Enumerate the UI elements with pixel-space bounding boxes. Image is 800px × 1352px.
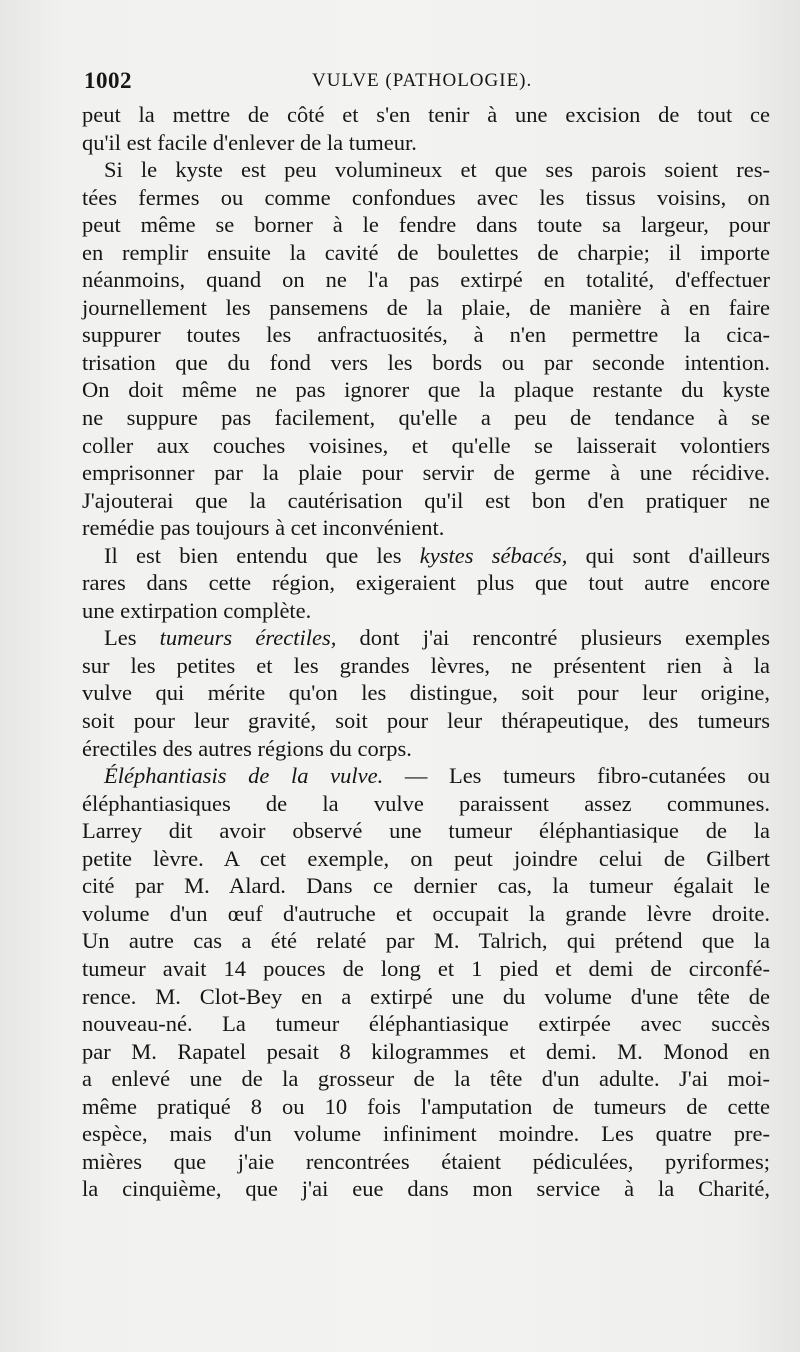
text-line	[82, 349, 770, 377]
line-text: emprisonner par la plaie pour servir de germe à une récidive.	[82, 460, 770, 486]
text-line	[82, 707, 770, 735]
italic-term: tumeurs érectiles,	[159, 625, 337, 651]
line-text: Un autre cas a été relaté par M. Talrich, qui prétend que la	[82, 928, 770, 954]
text-line	[82, 790, 770, 818]
line-text: Larrey dit avoir observé une tumeur éléphantiasique de la	[82, 818, 770, 844]
line-text: remédie pas toujours à cet inconvénient.	[82, 515, 445, 541]
line-text: qu'il est facile d'enlever de la tumeur.	[82, 129, 417, 155]
line-text: ne suppure pas facilement, qu'elle a peu de tendance à se	[82, 405, 770, 431]
text-line	[82, 1010, 770, 1038]
line-text: rares dans cette région, exigeraient plus que tout autre encore	[82, 570, 770, 596]
line-text-continued: qui sont d'ailleurs	[567, 542, 770, 568]
text-line	[82, 1148, 770, 1176]
page-header	[84, 68, 764, 98]
line-text: néanmoins, quand on ne l'a pas extirpé en totalité, d'effectuer	[82, 267, 770, 293]
line-text: petite lèvre. A cet exemple, on peut joindre celui de Gilbert	[82, 845, 770, 871]
line-text: cité par M. Alard. Dans ce dernier cas, la tumeur égalait le	[82, 873, 770, 899]
line-text: rence. M. Clot-Bey en a extirpé une du volume d'une tête de	[82, 983, 770, 1009]
text-line	[82, 569, 770, 597]
line-text-continued: dont j'ai rencontré plusieurs exemples	[336, 625, 770, 651]
line-text: la cinquième, que j'ai eue dans mon service à la Charité,	[82, 1176, 770, 1202]
line-text: On doit même ne pas ignorer que la plaque restante du kyste	[82, 377, 770, 403]
text-line	[82, 1065, 770, 1093]
text-line	[82, 955, 770, 983]
text-line	[82, 129, 770, 157]
text-line	[82, 983, 770, 1011]
italic-term: kystes sébacés,	[419, 542, 568, 568]
text-line	[82, 735, 770, 763]
line-text: Il est bien entendu que les	[104, 542, 420, 568]
line-text: a enlevé une de la grosseur de la tête d'un adulte. J'ai moi-	[82, 1066, 770, 1092]
page-number: 1002	[84, 68, 132, 93]
text-line	[82, 624, 770, 652]
text-line	[82, 459, 770, 487]
text-line	[82, 432, 770, 460]
text-line	[82, 404, 770, 432]
line-text: par M. Rapatel pesait 8 kilogrammes et demi. M. Monod en	[82, 1038, 770, 1064]
line-text: soit pour leur gravité, soit pour leur thérapeutique, des tumeurs	[82, 708, 770, 734]
text-line	[82, 211, 770, 239]
line-text: trisation que du fond vers les bords ou par seconde intention.	[82, 349, 770, 375]
text-line	[82, 101, 770, 129]
text-line	[82, 597, 770, 625]
line-text: érectiles des autres régions du corps.	[82, 735, 412, 761]
text-line	[82, 900, 770, 928]
line-text: même pratiqué 8 ou 10 fois l'amputation de tumeurs de cette	[82, 1093, 770, 1119]
text-line	[82, 1093, 770, 1121]
text-line	[82, 1038, 770, 1066]
text-line	[82, 321, 770, 349]
text-line	[82, 652, 770, 680]
text-line	[82, 845, 770, 873]
line-text-continued: — Les tumeurs fibro-cutanées ou	[383, 763, 770, 789]
line-text: volume d'un œuf d'autruche et occupait la grande lèvre droite.	[82, 900, 770, 926]
text-line	[82, 487, 770, 515]
text-line	[82, 266, 770, 294]
text-line	[82, 294, 770, 322]
line-text: tées fermes ou comme confondues avec les tissus voisins, on	[82, 184, 770, 210]
text-line	[82, 1120, 770, 1148]
text-line	[82, 156, 770, 184]
text-line	[82, 239, 770, 267]
text-line	[82, 762, 770, 790]
line-text: espèce, mais d'un volume infiniment moindre. Les quatre pre-	[82, 1121, 770, 1147]
line-text: journellement les pansemens de la plaie, de manière à en faire	[82, 294, 770, 320]
line-text: J'ajouterai que la cautérisation qu'il est bon d'en pratiquer ne	[82, 487, 770, 513]
text-line	[82, 184, 770, 212]
line-text: tumeur avait 14 pouces de long et 1 pied et demi de circonfé-	[82, 955, 770, 981]
italic-term: Éléphantiasis de la vulve.	[104, 763, 384, 789]
line-text: en remplir ensuite la cavité de boulettes de charpie; il importe	[82, 239, 770, 265]
running-title: VULVE (PATHOLOGIE).	[312, 70, 533, 91]
line-text: mières que j'aie rencontrées étaient pédiculées, pyriformes;	[82, 1148, 770, 1174]
body-text	[82, 101, 770, 1203]
line-text: sur les petites et les grandes lèvres, ne présentent rien à la	[82, 652, 770, 678]
text-line	[82, 817, 770, 845]
line-text: coller aux couches voisines, et qu'elle se laisserait volontiers	[82, 432, 770, 458]
text-line	[82, 679, 770, 707]
text-line	[82, 1175, 770, 1203]
text-line	[82, 514, 770, 542]
text-line	[82, 542, 770, 570]
line-text: suppurer toutes les anfractuosités, à n'en permettre la cica-	[82, 322, 770, 348]
line-text: peut même se borner à le fendre dans toute sa largeur, pour	[82, 212, 770, 238]
line-text: nouveau-né. La tumeur éléphantiasique extirpée avec succès	[82, 1011, 770, 1037]
line-text: Si le kyste est peu volumineux et que ses parois soient res-	[104, 157, 770, 183]
text-line	[82, 872, 770, 900]
line-text: vulve qui mérite qu'on les distingue, soit pour leur origine,	[82, 680, 770, 706]
text-line	[82, 927, 770, 955]
text-line	[82, 376, 770, 404]
line-text: Les	[104, 625, 160, 651]
line-text: éléphantiasiques de la vulve paraissent assez communes.	[82, 790, 770, 816]
line-text: une extirpation complète.	[82, 597, 312, 623]
line-text: peut la mettre de côté et s'en tenir à une excision de tout ce	[82, 102, 770, 127]
